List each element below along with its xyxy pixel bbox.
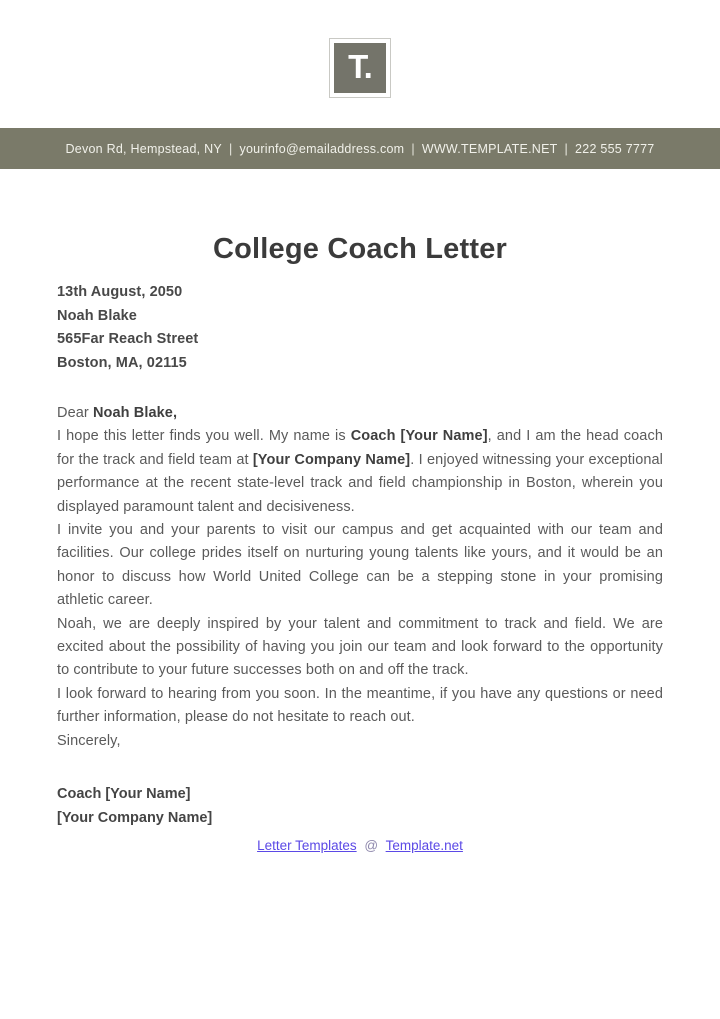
recipient-address-block	[57, 281, 663, 375]
body-paragraph: I hope this letter finds you well. My name is Coach [Your Name], and I am the head coach for the track and field team at [Your Company Name]. I enjoyed witnessing your exceptional performance at the recent state-level track and field championship in Boston, wherein you displayed paramount talent and decisiveness.	[57, 428, 664, 515]
recipient-street: 565Far Reach Street	[57, 331, 199, 347]
logo-container	[0, 0, 720, 98]
contact-email: yourinfo@emailaddress.com	[239, 141, 405, 156]
letter-body	[57, 402, 663, 753]
signature-block	[57, 782, 663, 830]
contact-info-bar	[0, 128, 720, 169]
separator-pipe: |	[564, 141, 569, 156]
separator-pipe: |	[411, 141, 415, 156]
contact-address: Devon Rd, Hempstead, NY	[65, 141, 222, 156]
letter-templates-link[interactable]: Letter Templates	[257, 838, 357, 854]
body-paragraph: I look forward to hearing from you soon. In the meantime, if you have any questions or need further information, please do not hesitate to reach out.	[57, 685, 663, 726]
recipient-city: Boston, MA, 02115	[57, 354, 187, 371]
page-title: College Coach Letter	[212, 233, 508, 265]
template-net-link[interactable]: Template.net	[385, 838, 463, 854]
closing-line: Sincerely,	[57, 732, 121, 749]
at-separator: @	[364, 838, 379, 854]
logo-letter: T.	[348, 48, 372, 85]
signature-name: Coach [Your Name]	[57, 786, 191, 803]
body-paragraph: I invite you and your parents to visit our campus and get acquainted with our team and facilities. Our college prides itself on nurturing young talents like yours, and it would be an honor to discuss how World United College can be a stepping stone in your promising athletic career.	[57, 522, 663, 609]
salutation-line: Dear Noah Blake,	[57, 405, 178, 421]
separator-pipe: |	[228, 141, 233, 156]
recipient-name: Noah Blake	[57, 307, 137, 324]
template-net-logo-icon	[329, 38, 391, 98]
letter-date: 13th August, 2050	[57, 284, 183, 300]
signature-company: [Your Company Name]	[57, 810, 213, 827]
contact-website: WWW.TEMPLATE.NET	[421, 141, 558, 156]
letter-content	[0, 281, 720, 853]
body-paragraph: Noah, we are deeply inspired by your talent and commitment to track and field. We are excited about the possibility of having you join our team and look forward to the opportunity to contribute to your future successes both on and off the track.	[57, 615, 663, 679]
template-attribution-footer	[57, 838, 663, 853]
contact-phone: 222 555 7777	[575, 141, 655, 156]
